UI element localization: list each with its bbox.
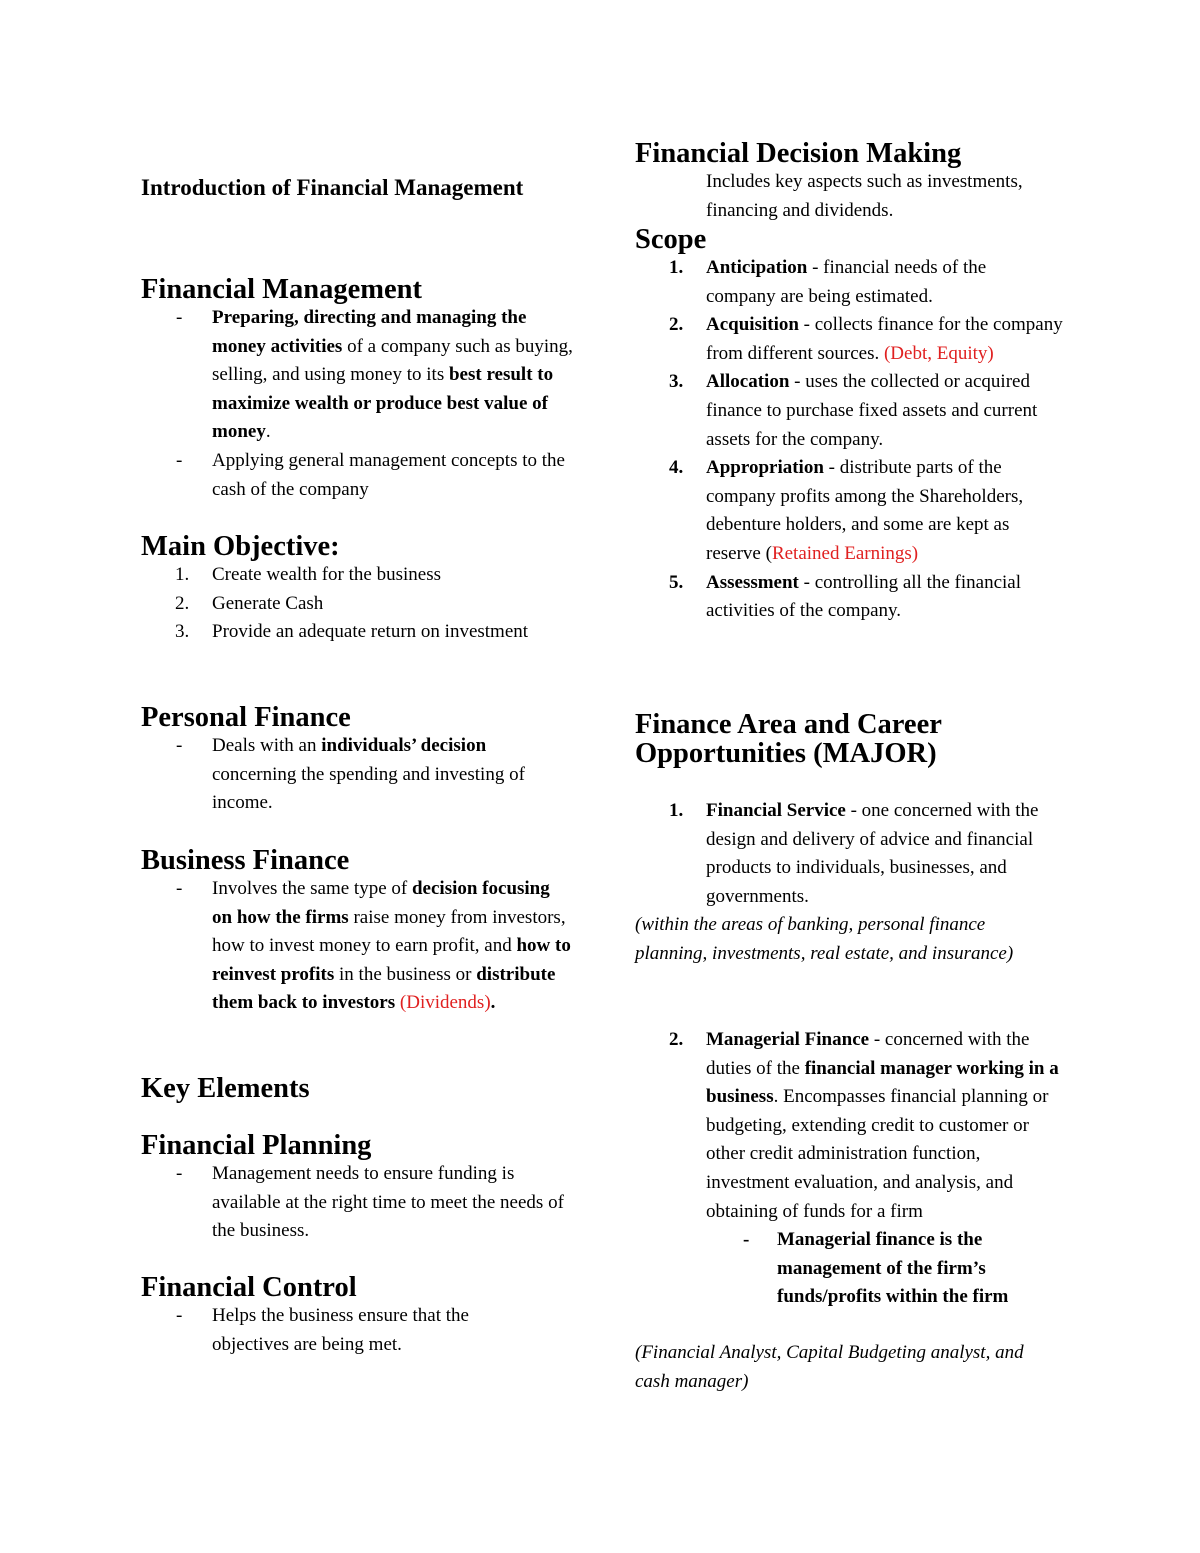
list-item: 3. Allocation - uses the collected or acquired finance to purchase fixed assets and current assets for the company. (669, 371, 1038, 450)
list-item: - Deals with an individuals’ decision concerning the spending and investing of income. (141, 732, 551, 818)
list-item: - Preparing, directing and managing the money activities of a company such as buying, selling, and using money to its best result to maximize wealth or produce best value of money. (141, 304, 581, 447)
career-note-2: (Financial Analyst, Capital Budgeting analyst, and cash manager) (635, 1342, 1024, 1392)
heading-main-objective: Main Objective: (141, 531, 340, 562)
personal-finance-list (141, 732, 551, 818)
heading-business-finance: Business Finance (141, 845, 350, 876)
list-item: 5. Assessment - controlling all the financial activities of the company. (669, 571, 1022, 622)
objective-list (141, 561, 581, 647)
list-item: 1. Create wealth for the business (175, 564, 441, 585)
career-item-2 (635, 1026, 1065, 1312)
bullet-dash: - (176, 449, 183, 471)
heading-financial-planning: Financial Planning (141, 1130, 372, 1161)
heading-scope: Scope (635, 224, 707, 255)
list-item: - Applying general management concepts to the cash of the company (141, 447, 581, 504)
bullet-dash: - (176, 1305, 183, 1326)
financial-control-list (141, 1302, 531, 1359)
list-item: 2. Generate Cash (175, 592, 324, 614)
list-item: - Helps the business ensure that the objectives are being met. (141, 1302, 531, 1359)
heading-financial-decision-making: Financial Decision Making (635, 138, 962, 169)
career-sub-list (635, 1226, 1065, 1312)
financial-planning-list (141, 1160, 571, 1246)
bullet-dash: - (743, 1229, 750, 1251)
list-item: 2. Acquisition - collects finance for the company from different sources. (Debt, Equity) (669, 314, 1063, 364)
financial-management-list (141, 304, 581, 504)
heading-personal-finance: Personal Finance (141, 702, 351, 733)
heading-finance-area-career: Finance Area and Career Opportunities (MAJOR) (635, 709, 942, 769)
list-item: 2. Managerial Finance - concerned with the duties of the financial manager working in a business. Encompasses financial planning or budgeting, extending credit to customer or other credit administration function, investment evaluation, and analysis, and obtaining of funds for a firm (669, 1029, 1059, 1222)
bullet-dash: - (176, 735, 183, 756)
heading-key-elements: Key Elements (141, 1073, 310, 1104)
list-item: 3. Provide an adequate return on investment (175, 621, 529, 643)
list-item: 1. Anticipation - financial needs of the company are being estimated. (669, 257, 987, 307)
career-note-1: (within the areas of banking, personal finance planning, investments, real estate, and insurance) (635, 914, 1014, 964)
bullet-dash: - (176, 1163, 183, 1184)
decision-text: Includes key aspects such as investments, financing and dividends. (706, 171, 1023, 221)
bullet-dash: - (176, 307, 183, 328)
list-item: 1. Financial Service - one concerned with the design and delivery of advice and financial products to individuals, businesses, and governments. (669, 800, 1039, 907)
career-item-1 (635, 797, 1065, 911)
heading-financial-control: Financial Control (141, 1272, 357, 1303)
bullet-dash: - (176, 878, 183, 899)
scope-list (635, 254, 1065, 626)
list-item: - Management needs to ensure funding is available at the right time to meet the needs of the business. (141, 1160, 571, 1246)
list-item: - Managerial finance is the management of the firm’s funds/profits within the firm (635, 1226, 1065, 1312)
business-finance-list (141, 875, 571, 1018)
list-item: - Involves the same type of decision focusing on how the firms raise money from investors, how to invest money to earn profit, and how to reinvest profits in the business or distribute them back to investors (Dividends). (141, 875, 571, 1018)
list-item: 4. Appropriation - distribute parts of the company profits among the Shareholders, debenture holders, and some are kept as reserve (Retained Earnings) (669, 457, 1024, 564)
heading-financial-management: Financial Management (141, 274, 423, 305)
document-title: Introduction of Financial Management (141, 175, 524, 200)
